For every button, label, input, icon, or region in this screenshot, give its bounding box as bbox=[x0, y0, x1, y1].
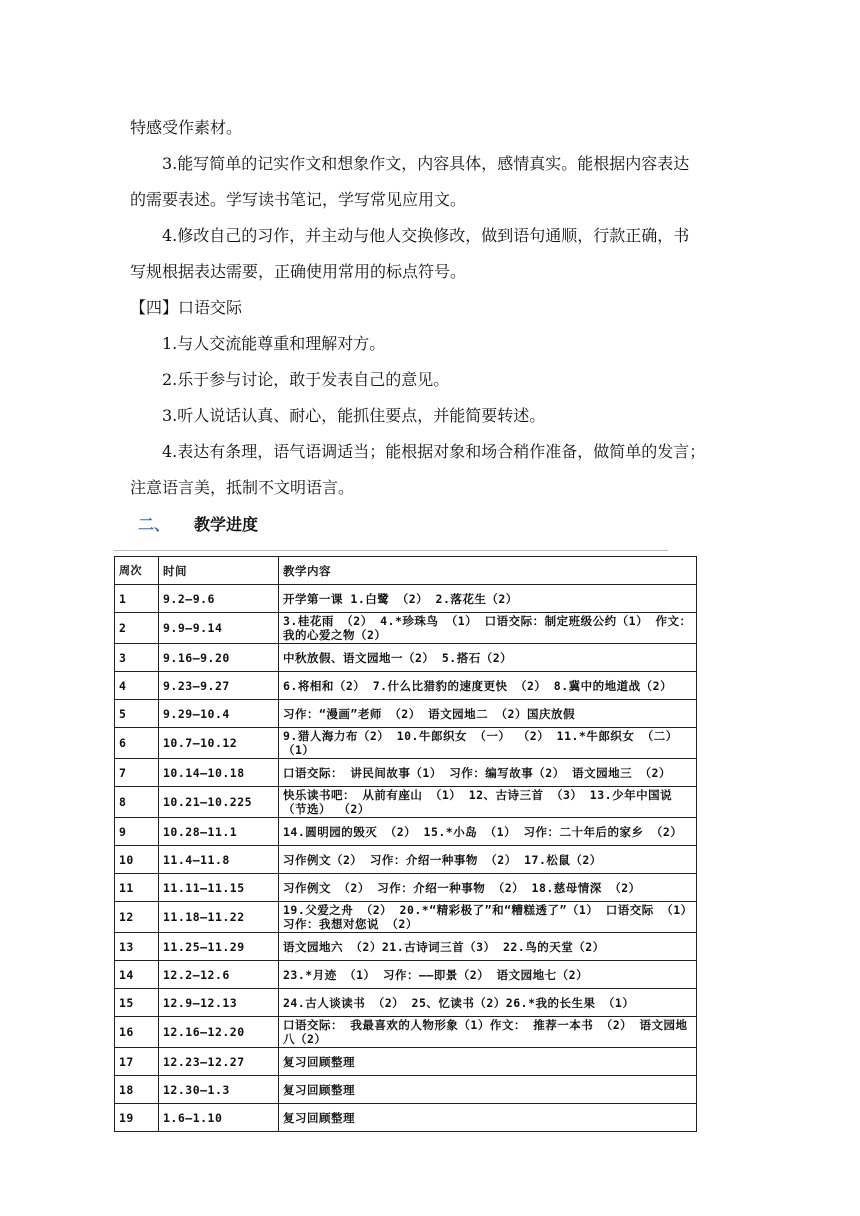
table-row bbox=[115, 902, 697, 933]
week-cell: 15 bbox=[115, 989, 159, 1017]
time-cell: 10.28—11.1 bbox=[159, 818, 279, 846]
time-cell: 12.2—12.6 bbox=[159, 961, 279, 989]
header-week: 周次 bbox=[115, 557, 159, 585]
time-cell: 11.4—11.8 bbox=[159, 846, 279, 874]
table-top-rule bbox=[114, 550, 668, 551]
time-cell: 10.21—10.225 bbox=[159, 787, 279, 818]
content-cell: 23.*月迹 （1） 习作：——即景（2） 语文园地七（2） bbox=[279, 961, 697, 989]
content-cell: 19.父爱之舟 （2） 20.*“精彩极了”和“糟糕透了”（1） 口语交际 （1）习作：我想对您说 （2） bbox=[279, 902, 697, 933]
table-row bbox=[115, 644, 697, 672]
content-cell: 14.圆明园的毁灭 （2） 15.*小岛 （1） 习作：二十年后的家乡 （2） bbox=[279, 818, 697, 846]
content-cell: 快乐读书吧： 从前有座山 （1） 12、古诗三首 （3） 13.少年中国说（节选） （2） bbox=[279, 787, 697, 818]
week-cell: 12 bbox=[115, 902, 159, 933]
week-cell: 19 bbox=[115, 1104, 159, 1132]
content-cell: 语文园地六 （2）21.古诗词三首（3） 22.鸟的天堂（2） bbox=[279, 933, 697, 961]
paragraph-line: 4.修改自己的习作，并主动与他人交换修改，做到语句通顺，行款正确，书 bbox=[162, 226, 690, 245]
paragraph-line: 4.表达有条理，语气语调适当；能根据对象和场合稍作准备，做简单的发言； bbox=[162, 442, 706, 461]
paragraph-line: 注意语言美，抵制不文明语言。 bbox=[130, 478, 355, 497]
content-cell: 习作例文（2） 习作：介绍一种事物 （2） 17.松鼠（2） bbox=[279, 846, 697, 874]
time-cell: 10.7—10.12 bbox=[159, 728, 279, 759]
section-heading bbox=[138, 510, 258, 540]
week-cell: 1 bbox=[115, 585, 159, 613]
table-row bbox=[115, 613, 697, 644]
table-row bbox=[115, 700, 697, 728]
table-row bbox=[115, 961, 697, 989]
time-cell: 9.16—9.20 bbox=[159, 644, 279, 672]
week-cell: 9 bbox=[115, 818, 159, 846]
header-time: 时间 bbox=[159, 557, 279, 585]
table-row bbox=[115, 1017, 697, 1048]
table-row bbox=[115, 1048, 697, 1076]
content-cell: 开学第一课 1.白鹭 （2） 2.落花生（2） bbox=[279, 585, 697, 613]
time-cell: 12.23—12.27 bbox=[159, 1048, 279, 1076]
table-row bbox=[115, 787, 697, 818]
table-row bbox=[115, 728, 697, 759]
section-number: 二、 bbox=[138, 515, 171, 534]
content-cell: 口语交际： 讲民间故事（1） 习作：编写故事（2） 语文园地三 （2） bbox=[279, 759, 697, 787]
time-cell: 9.23—9.27 bbox=[159, 672, 279, 700]
paragraph-line: 3.听人说话认真、耐心，能抓住要点，并能简要转述。 bbox=[162, 406, 546, 425]
content-cell: 习作例文 （2） 习作：介绍一种事物 （2） 18.慈母情深 （2） bbox=[279, 874, 697, 902]
content-cell: 复习回顾整理 bbox=[279, 1104, 697, 1132]
time-cell: 9.9—9.14 bbox=[159, 613, 279, 644]
paragraph-line: 的需要表述。学写读书笔记，学写常见应用文。 bbox=[130, 190, 467, 209]
content-cell: 口语交际： 我最喜欢的人物形象（1）作文： 推荐一本书 （2） 语文园地八（2） bbox=[279, 1017, 697, 1048]
table-row bbox=[115, 759, 697, 787]
paragraph-line: 2.乐于参与讨论，敢于发表自己的意见。 bbox=[162, 370, 450, 389]
week-cell: 14 bbox=[115, 961, 159, 989]
paragraph-line: 【四】口语交际 bbox=[130, 298, 243, 317]
table-row bbox=[115, 672, 697, 700]
time-cell: 12.30—1.3 bbox=[159, 1076, 279, 1104]
time-cell: 11.18—11.22 bbox=[159, 902, 279, 933]
table-row bbox=[115, 1104, 697, 1132]
table-row bbox=[115, 874, 697, 902]
section-title: 教学进度 bbox=[194, 515, 259, 534]
week-cell: 8 bbox=[115, 787, 159, 818]
content-cell: 9.猎人海力布（2） 10.牛郎织女 （一） （2） 11.*牛郎织女 （二） （1） bbox=[279, 728, 697, 759]
time-cell: 10.14—10.18 bbox=[159, 759, 279, 787]
paragraph-line: 特感受作素材。 bbox=[130, 118, 243, 137]
table-row bbox=[115, 846, 697, 874]
time-cell: 9.2—9.6 bbox=[159, 585, 279, 613]
time-cell: 11.25—11.29 bbox=[159, 933, 279, 961]
content-cell: 复习回顾整理 bbox=[279, 1076, 697, 1104]
week-cell: 13 bbox=[115, 933, 159, 961]
schedule-table bbox=[114, 556, 697, 1132]
content-cell: 24.古人谈读书 （2） 25、忆读书（2）26.*我的长生果 （1） bbox=[279, 989, 697, 1017]
time-cell: 11.11—11.15 bbox=[159, 874, 279, 902]
table-row bbox=[115, 585, 697, 613]
header-content: 教学内容 bbox=[279, 557, 697, 585]
content-cell: 习作：“漫画”老师 （2） 语文园地二 （2）国庆放假 bbox=[279, 700, 697, 728]
week-cell: 18 bbox=[115, 1076, 159, 1104]
content-cell: 6.将相和（2） 7.什么比猎豹的速度更快 （2） 8.冀中的地道战（2） bbox=[279, 672, 697, 700]
table-row bbox=[115, 933, 697, 961]
time-cell: 1.6—1.10 bbox=[159, 1104, 279, 1132]
week-cell: 11 bbox=[115, 874, 159, 902]
paragraph-line: 3.能写简单的记实作文和想象作文，内容具体，感情真实。能根据内容表达 bbox=[162, 154, 690, 173]
week-cell: 4 bbox=[115, 672, 159, 700]
time-cell: 9.29—10.4 bbox=[159, 700, 279, 728]
week-cell: 10 bbox=[115, 846, 159, 874]
week-cell: 16 bbox=[115, 1017, 159, 1048]
table-row bbox=[115, 818, 697, 846]
paragraph-line: 写规根据表达需要，正确使用常用的标点符号。 bbox=[130, 262, 467, 281]
week-cell: 2 bbox=[115, 613, 159, 644]
week-cell: 3 bbox=[115, 644, 159, 672]
time-cell: 12.9—12.13 bbox=[159, 989, 279, 1017]
time-cell: 12.16—12.20 bbox=[159, 1017, 279, 1048]
week-cell: 7 bbox=[115, 759, 159, 787]
table-header-row bbox=[115, 557, 697, 585]
week-cell: 17 bbox=[115, 1048, 159, 1076]
paragraph-line: 1.与人交流能尊重和理解对方。 bbox=[162, 334, 386, 353]
content-cell: 3.桂花雨 （2） 4.*珍珠鸟 （1） 口语交际：制定班级公约（1） 作文：我的心爱之物（2） bbox=[279, 613, 697, 644]
week-cell: 6 bbox=[115, 728, 159, 759]
content-cell: 复习回顾整理 bbox=[279, 1048, 697, 1076]
content-cell: 中秋放假、语文园地一（2） 5.搭石（2） bbox=[279, 644, 697, 672]
week-cell: 5 bbox=[115, 700, 159, 728]
table-row bbox=[115, 1076, 697, 1104]
table-row bbox=[115, 989, 697, 1017]
